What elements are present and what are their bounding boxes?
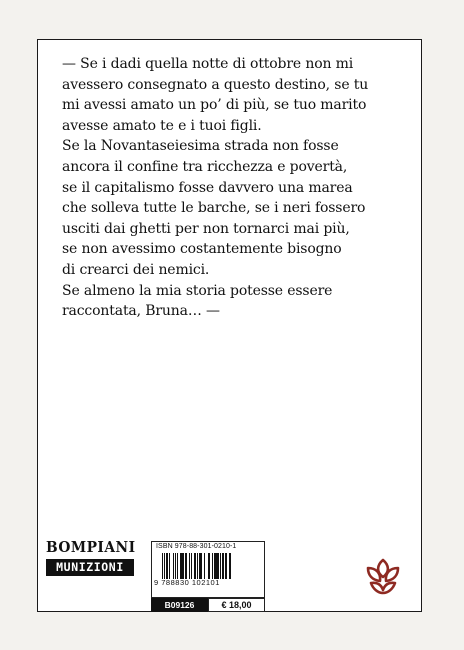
book-back-cover — [37, 39, 422, 612]
blurb-line: che solleva tutte le barche, se i neri fossero — [62, 200, 366, 217]
blurb-line: Se la Novantaseiesima strada non fosse — [62, 138, 339, 155]
blurb-line: raccontata, Bruna… — — [62, 303, 220, 320]
barcode-digits: 9 788830 102101 — [154, 578, 220, 587]
blurb-line: ancora il confine tra ricchezza e povertà, — [62, 158, 348, 175]
blurb-line: se non avessimo costantemente bisogno — [62, 241, 342, 258]
isbn-barcode-block — [151, 541, 265, 598]
catalog-code: B09126 — [151, 598, 208, 612]
blurb-line: usciti dai ghetti per non tornarci mai più, — [62, 220, 350, 237]
flower-logo-icon — [363, 556, 403, 596]
blurb-text — [62, 54, 407, 322]
price-tag: € 18,00 — [208, 598, 265, 612]
blurb-line: di crearci dei nemici. — [62, 261, 210, 278]
barcode-bar — [231, 553, 232, 579]
blurb-line: avesse amato te e i tuoi figli. — [62, 117, 262, 134]
publisher-name: BOMPIANI — [46, 538, 136, 556]
publisher-logo — [46, 538, 146, 600]
series-name: MUNIZIONI — [46, 559, 134, 576]
blurb-line: Se almeno la mia storia potesse essere — [62, 282, 333, 299]
blurb-line: — Se i dadi quella notte di ottobre non mi — [62, 56, 354, 72]
code-price-row — [151, 598, 265, 612]
blurb-line: se il capitalismo fosse davvero una marea — [62, 179, 353, 196]
isbn-label: ISBN 978-88-301-0210-1 — [156, 543, 237, 550]
blurb-line: avessero consegnato a questo destino, se tu — [62, 76, 369, 93]
barcode — [162, 553, 260, 579]
blurb-line: mi avessi amato un po’ di più, se tuo marito — [62, 97, 367, 114]
